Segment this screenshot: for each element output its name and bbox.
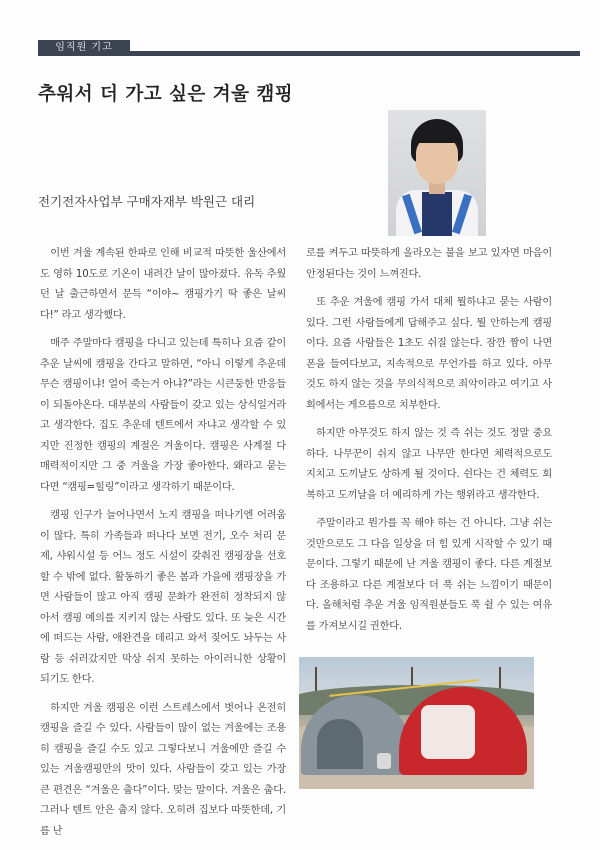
paragraph: 이번 겨울 계속된 한파로 인해 비교적 따뜻한 울산에서도 영하 10도로 기온이 내려간 날이 많아졌다. 유독 추웠던 날 출근하면서 문득 “이야~ 캠핑가기 딱 좋은 날씨다!” 라고 생각했다.	[40, 248, 286, 321]
body-column-right	[306, 244, 552, 645]
section-tag: 임직원 기고	[38, 40, 130, 56]
paragraph: 하지만 아무것도 하지 않는 것 즉 쉬는 것도 정말 중요하다. 나무꾼이 쉬지 않고 나무만 한다면 체력적으로도 지치고 도끼날도 상하게 될 것이다. 쉰다는 건 체력도 회복하고 도끼날을 더 예리하게 가는 행위라고 생각한다.	[306, 428, 552, 501]
paragraph: 매주 주말마다 캠핑을 다니고 있는데 특히나 요즘 같이 추운 날씨에 캠핑을 간다고 말하면, “아니 이렇게 추운데 무슨 캠핑이냐! 얼어 죽는거 아냐?”라는 시큰둥한 반응들이 되돌아온다. 대부분의 사람들이 갖고 있는 상식일거라고 생각한다. 집도 추운데 텐트에서 자냐고 생각할 수 있지만 진정한 캠핑의 계절은 겨울이다. 캠핑은 사계절 다 매력적이지만 그 중 겨울을 가장 좋아한다. 왜라고 묻는다면 “캠핑=힐링”이라고 생각하기 때문이다.	[40, 338, 286, 493]
camping-photo	[299, 657, 534, 789]
paragraph: 하지만 겨울 캠핑은 이런 스트레스에서 벗어나 온전히 캠핑을 즐길 수 있다. 사람들이 많이 없는 겨울에는 조용히 캠핑을 즐길 수도 있고 그렇다보니 겨울에만 즐길 수 있는 겨울캠핑만의 맛이 있다. 사람들이 갖고 있는 가장 큰 편견은 “겨울은 춥다”이다. 맞는 말이다. 겨울은 춥다. 그러나 텐트 안은 춥지 않다. 오히려 집보다 따뜻한데, 기름 난	[40, 702, 286, 837]
author-byline: 전기전자사업부 구매자재부 박원근 대리	[38, 194, 256, 209]
paragraph: 주말이라고 뭔가를 꼭 해야 하는 건 아니다. 그냥 쉬는 것만으로도 그 다음 일상을 더 힘 있게 시작할 수 있기 때문이다. 그렇기 때문에 난 겨울 캠핑이 좋다. 다른 계절보다 조용하고 다른 계절보다 더 푹 쉬는 느낌이기 때문이다. 올해처럼 추운 겨울 임직원분들도 푹 쉴 수 있는 여유를 가져보시길 권한다.	[306, 518, 552, 632]
paragraph-continued: 로를 켜두고 따뜻하게 올라오는 불을 보고 있자면 마음이 안정된다는 것이 느껴진다.	[306, 248, 552, 280]
paragraph: 캠핑 인구가 늘어나면서 노지 캠핑을 떠나기엔 어려움이 많다. 특히 가족들과 떠나다 보면 전기, 오수 처리 문제, 샤워시설 등 어느 정도 시설이 갖춰진 캠핑장을 선호 할 수 밖에 없다. 활동하기 좋은 봄과 가을에 캠핑장을 가면 사람들이 많고 아직 캠핑 문화가 완전히 정착되지 않아서 캠핑 예의를 지키지 않는 사람도 있다. 또 늦은 시간에 떠드는 사람, 애완견을 데리고 와서 짖어도 놔두는 사람 등 쉬러갔지만 막상 쉬지 못하는 아이러니한 상황이 되기도 한다.	[40, 510, 286, 685]
body-column-left	[40, 244, 286, 850]
paragraph: 또 추운 겨울에 캠핑 가서 대체 뭘하냐고 묻는 사람이 있다. 그런 사람들에게 답해주고 싶다. 뭘 안하는게 캠핑이다. 요즘 사람들은 1초도 쉬질 않는다. 잠깐 짬이 나면 폰을 들여다보고, 지속적으로 무언가를 하고 있다. 아무것도 하지 않는 것을 무의식적으로 죄악이라고 여기고 사회에서는 게으름으로 치부한다.	[306, 297, 552, 411]
article-title: 추워서 더 가고 싶은 겨울 캠핑	[38, 84, 294, 105]
heater	[377, 753, 391, 769]
author-portrait	[388, 110, 486, 236]
